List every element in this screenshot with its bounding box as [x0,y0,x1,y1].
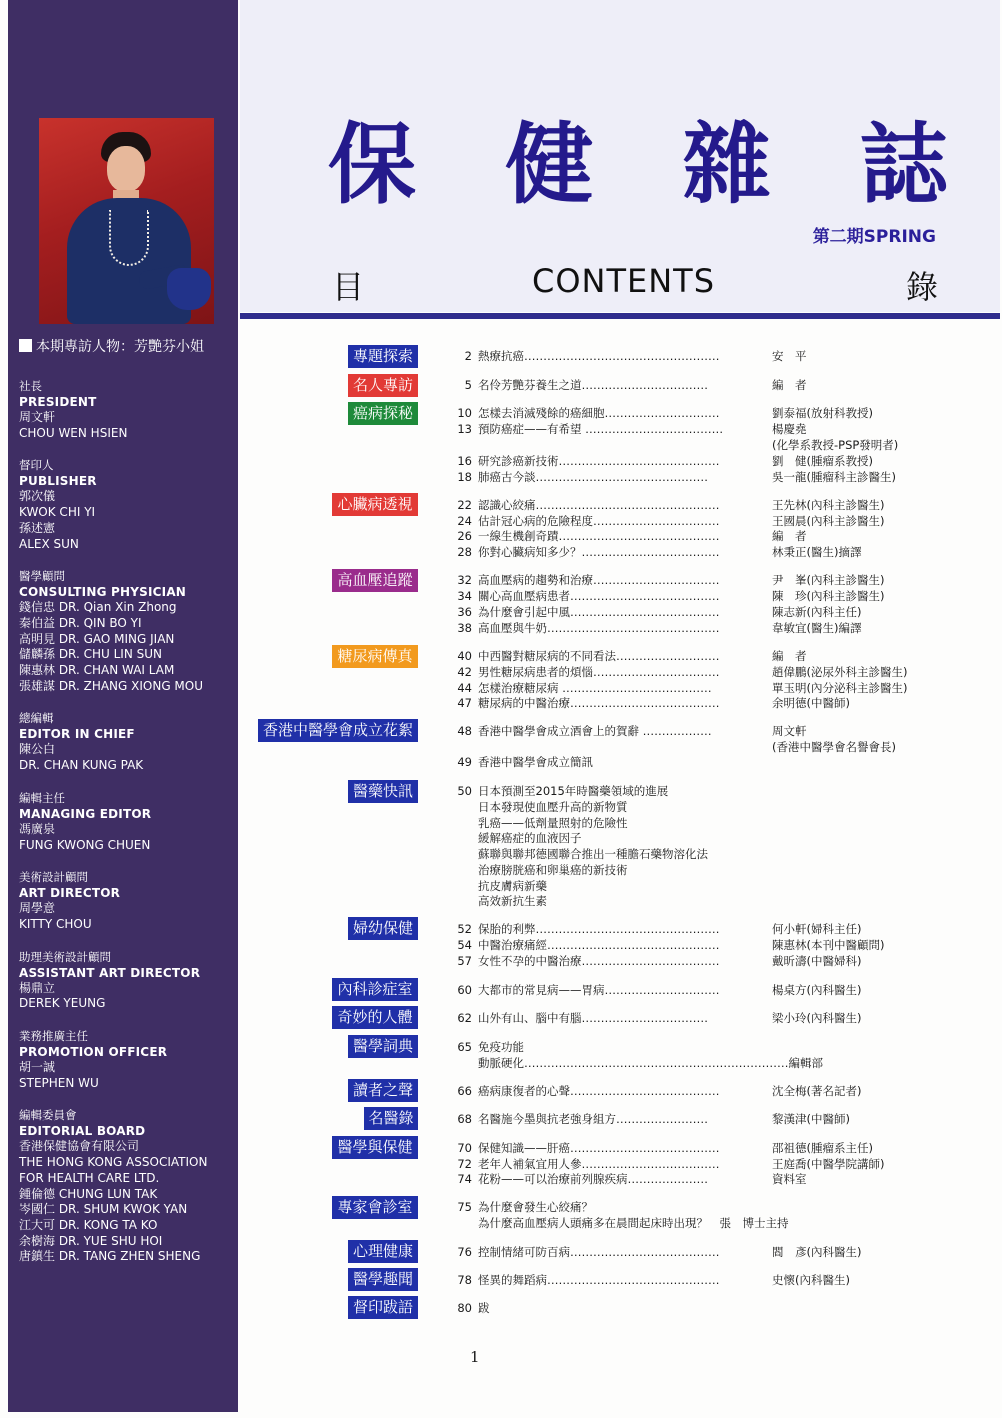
entry-page-number: 76 [457,1245,472,1259]
role-title-zh: 醫學顧問 [19,569,65,584]
role-title-en: ART DIRECTOR [19,886,121,901]
entry-subitem[interactable]: 蘇聯與聯邦德國聯合推出一種膽石藥物溶化法 [478,847,708,861]
entry-page-number: 74 [457,1172,472,1186]
section-badge[interactable]: 醫學與保健 [332,1136,418,1159]
staff-role [19,1107,234,1265]
entry-title: 免疫功能 [478,1040,524,1054]
entry-title: 怎樣去消滅殘餘的癌細胞………………………… [478,406,720,420]
entry-author: 劉泰福(放射科教授) [772,406,873,420]
section-badge[interactable]: 專題探索 [348,345,418,368]
entry-author: 編 者 [772,529,807,543]
entry-author: 王庭喬(中醫學院講師) [772,1157,885,1171]
entry-author: 周文軒 [772,724,807,738]
entry-title: 熱療抗癌…………………………………………… [478,349,720,363]
role-title-zh: 督印人 [19,458,54,473]
entry-title: 怎樣治療糖尿病 ………………………………… [478,681,712,695]
title-char: 雜 [682,112,771,216]
entry-page-number: 47 [457,696,472,710]
staff-name: 馮廣泉 [19,821,56,836]
entry-title: 預防癌症——有希望 ……………………………… [478,422,724,436]
section-badge[interactable]: 督印跋語 [348,1296,418,1319]
entry-page-number: 75 [457,1200,472,1214]
role-title-en: EDITOR IN CHIEF [19,727,135,742]
staff-name: DR. CHAN KUNG PAK [19,758,144,773]
entry-author: 邵祖德(腫瘤系主任) [772,1141,873,1155]
entry-title: 男性糖尿病患者的煩惱…………………………… [478,665,720,679]
header-divider [240,313,1000,319]
entry-title: 你對心臟病知多少？……………………………… [478,545,720,559]
entry-page-number: 57 [457,954,472,968]
toc-entry[interactable] [454,513,885,529]
entry-page-number: 54 [457,938,472,952]
staff-name: 周學意 [19,901,56,916]
role-title-zh: 總編輯 [19,711,54,726]
entry-subitem[interactable]: 日本發現使血壓升高的新物質 [478,800,628,814]
toc-entry[interactable] [454,1156,885,1172]
toc-entry[interactable] [454,921,862,937]
staff-name: 陳惠林 DR. CHAN WAI LAM [19,663,175,678]
section-badge[interactable]: 糖尿病傳真 [332,645,418,668]
entry-page-number: 26 [457,529,472,543]
role-title-zh: 美術設計顧問 [19,870,88,885]
staff-name: 胡一誠 [19,1060,56,1075]
entry-title: 怪異的舞蹈病……………………………………… [478,1273,720,1287]
staff-name: STEPHEN WU [19,1075,99,1090]
entry-continuation: (香港中醫學會名譽會長) [772,740,896,754]
entry-author: 沈全梅(著名記者) [772,1084,862,1098]
staff-role [19,378,234,441]
entry-title: 關心高血壓病患者………………………………… [478,589,720,603]
entry-title: 研究診癌新技術…………………………………… [478,454,720,468]
toc-entry[interactable] [454,783,668,799]
entry-page-number: 62 [457,1011,472,1025]
staff-name: KITTY CHOU [19,916,92,931]
staff-role [19,457,234,552]
staff-name: 唐鎮生 DR. TANG ZHEN SHENG [19,1249,201,1264]
entry-title: 認識心絞痛………………………………………… [478,498,720,512]
entry-title: 保胎的利弊………………………………………… [478,922,720,936]
toc-entry[interactable] [454,1244,862,1260]
staff-name: 周文軒 [19,410,56,424]
toc-entry[interactable] [454,572,885,588]
staff-name: THE HONG KONG ASSOCIATION [19,1155,208,1170]
section-badge[interactable]: 醫學趣聞 [348,1268,418,1291]
entry-page-number: 80 [457,1301,472,1315]
role-title-en: PUBLISHER [19,474,97,489]
toc-entry[interactable] [454,604,862,620]
toc-entry[interactable] [454,405,873,421]
role-title-zh: 編輯委員會 [19,1108,77,1123]
entry-title: 香港中醫學會成立簡訊 [478,755,593,769]
entry-page-number: 24 [457,514,472,528]
staff-role [19,869,234,932]
entry-page-number: 36 [457,605,472,619]
role-title-zh: 助理美術設計顧問 [19,949,111,964]
entry-author: 余明德(中醫師) [772,696,850,710]
entry-page-number: 10 [457,406,472,420]
entry-author: 資料室 [772,1172,807,1186]
entry-author: 陳 珍(內科主診醫生) [772,589,885,603]
entry-title: 跋 [478,1301,490,1315]
entry-author: 編 者 [772,649,807,663]
contents-heading-right: 錄 [905,268,938,306]
toc-entry[interactable] [454,982,862,998]
toc-entry[interactable] [454,1140,873,1156]
toc-entry[interactable] [454,1039,524,1055]
entry-author: 梁小玲(內科醫生) [772,1011,862,1025]
entry-page-number: 5 [464,378,472,392]
entry-page-number: 32 [457,573,472,587]
toc-entry[interactable] [454,620,862,636]
entry-page-number: 66 [457,1084,472,1098]
page-number: 1 [470,1348,480,1366]
staff-role [19,790,234,853]
entry-author: 陳志新(內科主任) [772,605,862,619]
entry-author: 單玉明(內分泌科主診醫生) [772,681,908,695]
toc-entry[interactable] [454,1272,850,1288]
entry-title: 估計冠心病的危險程度…………………………… [478,514,720,528]
role-title-zh: 編輯主任 [19,790,65,805]
staff-role [19,949,234,1012]
entry-title: 日本預測至2015年時醫藥領域的進展 [478,784,669,798]
entry-subitem[interactable]: 高效新抗生素 [478,894,547,908]
staff-role [19,1028,234,1091]
role-title-en: EDITORIAL BOARD [19,1124,146,1139]
staff-name: DEREK YEUNG [19,996,106,1011]
entry-subitem[interactable]: 治療膀胱癌和卵巢癌的新技術 [478,863,628,877]
staff-name: 香港保健協會有限公司 [19,1139,140,1154]
section-badge[interactable]: 名人專訪 [348,374,418,397]
toc-entry[interactable] [454,664,908,680]
staff-name: 余樹海 DR. YUE SHU HOI [19,1233,163,1248]
entry-page-number: 40 [457,649,472,663]
entry-page-number: 34 [457,589,472,603]
entry-page-number: 42 [457,665,472,679]
entry-page-number: 44 [457,681,472,695]
entry-title: 女性不孕的中醫治療……………………………… [478,954,720,968]
section-badge[interactable]: 心臟病透視 [332,493,418,516]
staff-name: 孫述憲 [19,520,56,535]
entry-author: 楊慶堯 [772,422,807,436]
toc-entry[interactable] [454,1171,807,1187]
toc-entry[interactable] [454,723,807,739]
staff-list [19,378,234,1281]
entry-title: 山外有山、腦中有腦…………………………… [478,1011,708,1025]
section-badge[interactable]: 奇妙的人體 [332,1006,418,1029]
section-badge[interactable]: 高血壓追蹤 [332,569,418,592]
entry-title: 香港中醫學會成立酒會上的賀辭 ……………… [478,724,712,738]
entry-title: 為什麼會發生心絞痛？ [478,1200,593,1214]
sidebar [8,0,238,1412]
entry-author: 黎漢津(中醫師) [772,1112,850,1126]
entry-page-number: 18 [457,470,472,484]
entry-title: 控制情緒可防百病………………………………… [478,1245,720,1259]
entry-page-number: 28 [457,545,472,559]
staff-role [19,710,234,773]
square-bullet-icon [19,339,32,352]
staff-role [19,568,234,694]
role-title-en: MANAGING EDITOR [19,806,152,821]
entry-title: 一線生機創奇蹟…………………………………… [478,529,720,543]
staff-name: 鍾倫德 CHUNG LUN TAK [19,1186,158,1201]
entry-page-number: 68 [457,1112,472,1126]
entry-author: 王國晨(內科主診醫生) [772,514,885,528]
section-badge[interactable]: 癌病探秘 [348,402,418,425]
entry-page-number: 22 [457,498,472,512]
entry-author: 戴昕濤(中醫婦科) [772,954,862,968]
contents-heading-center: CONTENTS [532,262,716,300]
role-title-en: CONSULTING PHYSICIAN [19,585,187,600]
masthead [240,0,1000,312]
entry-author: 編 者 [772,378,807,392]
section-badge[interactable]: 心理健康 [348,1240,418,1263]
staff-name: KWOK CHI YI [19,505,96,520]
staff-name: 郭次儀 [19,489,56,504]
entry-page-number: 70 [457,1141,472,1155]
toc-entry[interactable] [454,421,807,437]
entry-author: 王先林(內科主診醫生) [772,498,885,512]
entry-page-number: 50 [457,784,472,798]
entry-page-number: 65 [457,1040,472,1054]
entry-title: 中醫治療痛經……………………………………… [478,938,720,952]
staff-name: 江大可 DR. KONG TA KO [19,1217,158,1232]
entry-subitem[interactable]: 緩解癌症的血液因子 [478,831,582,845]
entry-page-number: 78 [457,1273,472,1287]
section-badge[interactable]: 婦幼保健 [348,917,418,940]
title-char: 誌 [859,112,948,216]
toc-entry[interactable] [454,453,873,469]
entry-author: 趙偉鵬(泌尿外科主診醫生) [772,665,908,679]
entry-page-number: 2 [464,349,472,363]
toc-entry[interactable] [454,1083,862,1099]
entry-page-number: 38 [457,621,472,635]
staff-name: 岑國仁 DR. SHUM KWOK YAN [19,1202,188,1217]
entry-title: 高血壓與牛奶……………………………………… [478,621,720,635]
section-badge[interactable]: 醫藥快訊 [348,780,418,803]
section-badge[interactable]: 名醫錄 [364,1107,418,1130]
section-badge[interactable]: 讀者之聲 [348,1079,418,1102]
entry-title: 老年人補氣宜用人參……………………………… [478,1157,720,1171]
entry-author: 何小軒(婦科主任) [772,922,862,936]
entry-page-number: 49 [457,755,472,769]
entry-continuation: 為什麼高血壓病人頭痛多在晨間起床時出現？ 張 博士主持 [478,1216,789,1230]
magazine-title [328,114,948,214]
entry-title: 肺癌古今談……………………………………… [478,470,708,484]
toc-entry[interactable] [454,1111,850,1127]
toc-entry[interactable] [454,497,885,513]
entry-page-number: 72 [457,1157,472,1171]
toc-entry[interactable] [454,648,807,664]
entry-author: 韋敏宜(醫生)編譯 [772,621,862,635]
toc-entry[interactable] [454,953,862,969]
entry-author: 楊桌方(內科醫生) [772,983,862,997]
entry-page-number: 13 [457,422,472,436]
entry-author: 吳一龍(腫瘤科主診醫生) [772,470,896,484]
contents-heading-left: 目 [332,268,365,306]
entry-author: 安 平 [772,349,807,363]
entry-author: 林秉正(醫生)摘譯 [772,545,862,559]
title-char: 保 [328,112,417,216]
staff-name: 楊鼎立 [19,980,56,995]
entry-page-number: 16 [457,454,472,468]
entry-title: 保健知識——肝癌………………………………… [478,1141,720,1155]
toc-entry[interactable] [454,1010,862,1026]
toc-entry[interactable] [454,377,807,393]
entry-title: 癌病康復者的心聲………………………………… [478,1084,720,1098]
cover-portrait-photo [39,118,214,324]
issue-label: 第二期SPRING [812,227,936,247]
entry-title: 名伶芳艷芬養生之道…………………………… [478,378,708,392]
entry-continuation: (化學系教授-PSP發明者) [772,438,899,452]
toc-entry[interactable] [454,348,807,364]
entry-author: 史懷(內科醫生) [772,1273,850,1287]
entry-subitem[interactable]: 乳癌——低劑量照射的危險性 [478,816,628,830]
toc-entry[interactable] [454,528,807,544]
staff-name: 陳公白 [19,742,56,757]
entry-title: 高血壓病的趨勢和治療…………………………… [478,573,720,587]
entry-title: 糖尿病的中醫治療………………………………… [478,696,720,710]
role-title-zh: 業務推廣主任 [19,1029,88,1044]
entry-page-number: 48 [457,724,472,738]
entry-title: 為什麼會引起中風………………………………… [478,605,720,619]
staff-name: 儲麟孫 DR. CHU LIN SUN [19,647,162,662]
entry-page-number: 52 [457,922,472,936]
entry-title: 中西醫對糖尿病的不同看法……………………… [478,649,720,663]
staff-name: FUNG KWONG CHUEN [19,837,151,852]
staff-name: CHOU WEN HSIEN [19,425,128,440]
toc-entry[interactable] [454,695,850,711]
role-title-zh: 社長 [19,379,42,393]
toc-entry[interactable] [454,588,885,604]
section-badge[interactable]: 香港中醫學會成立花絮 [258,719,418,742]
toc-entry[interactable] [454,1300,490,1316]
interview-caption: 本期專訪人物：芳艷芬小姐 [19,336,204,356]
toc-entry[interactable] [454,937,885,953]
toc-entry[interactable] [454,1199,593,1215]
contents-heading [332,262,938,306]
role-title-en: PROMOTION OFFICER [19,1045,168,1060]
title-char: 健 [505,112,594,216]
entry-author: 劉 健(腫瘤系教授) [772,454,873,468]
entry-subitem[interactable]: 動脈硬化……………………………………………………………編輯部 [478,1056,823,1070]
entry-author: 尹 峯(內科主診醫生) [772,573,885,587]
staff-name: ALEX SUN [19,536,79,551]
role-title-en: PRESIDENT [19,395,97,409]
section-badge[interactable]: 內科診症室 [332,978,418,1001]
entry-page-number: 60 [457,983,472,997]
entry-title: 大都市的常見病——胃病………………………… [478,983,720,997]
entry-title: 花粉——可以治療前列腺疾病………………… [478,1172,708,1186]
toc-entry[interactable] [454,544,862,560]
staff-name: 張雄謀 DR. ZHANG XIONG MOU [19,678,204,693]
toc-entry[interactable] [454,680,908,696]
staff-name: 錢信忠 DR. Qian Xin Zhong [19,600,177,615]
staff-name: FOR HEALTH CARE LTD. [19,1170,160,1185]
entry-subitem[interactable]: 抗皮膚病新藥 [478,879,547,893]
section-badge[interactable]: 醫學詞典 [348,1035,418,1058]
toc-entry[interactable] [454,754,593,770]
entry-title: 名醫施今墨與抗老強身組方…………………… [478,1112,708,1126]
role-title-en: ASSISTANT ART DIRECTOR [19,965,201,980]
entry-author: 閻 彥(內科醫生) [772,1245,862,1259]
staff-name: 秦伯益 DR. QIN BO YI [19,615,142,630]
toc-entry[interactable] [454,469,896,485]
staff-name: 高明見 DR. GAO MING JIAN [19,631,175,646]
entry-author: 陳惠林(本刊中醫顧問) [772,938,885,952]
section-badge[interactable]: 專家會診室 [332,1196,418,1219]
